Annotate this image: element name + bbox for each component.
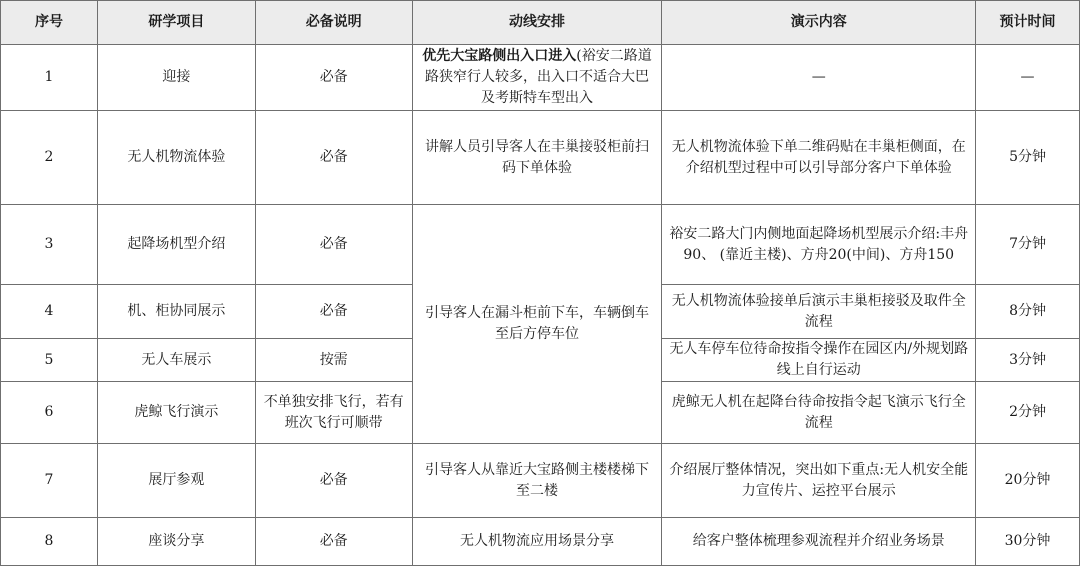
header-row (1, 1, 1080, 45)
cell-demo: 虎鲸无人机在起降台待命按指令起飞演示飞行全流程 (662, 382, 976, 444)
cell-item: 虎鲸飞行演示 (97, 382, 255, 444)
cell-req: 必备 (255, 285, 412, 339)
table-row (1, 205, 1080, 285)
header-route: 动线安排 (412, 1, 662, 45)
cell-req: 按需 (255, 339, 412, 382)
cell-item: 座谈分享 (97, 518, 255, 566)
cell-item: 机、柜协同展示 (97, 285, 255, 339)
cell-no: 6 (1, 382, 98, 444)
route-detail: (裕安二路道路狭窄行人较多，出入口不适合大巴及考斯特车型出入 (425, 48, 652, 106)
table-row (1, 45, 1080, 111)
cell-item: 展厅参观 (97, 444, 255, 518)
cell-demo: 裕安二路大门内侧地面起降场机型展示介绍:丰舟90、 (靠近主楼)、方舟20(中间)、方舟150 (662, 205, 976, 285)
cell-req: 必备 (255, 111, 412, 205)
cell-route: 讲解人员引导客人在丰巢接驳柜前扫码下单体验 (412, 111, 662, 205)
cell-demo: 无人机物流体验接单后演示丰巢柜接驳及取件全流程 (662, 285, 976, 339)
cell-time: 5分钟 (976, 111, 1080, 205)
header-time: 预计时间 (976, 1, 1080, 45)
cell-time: — (976, 45, 1080, 111)
cell-req: 必备 (255, 45, 412, 111)
cell-route (412, 45, 662, 111)
cell-demo: 无人机物流体验下单二维码贴在丰巢柜侧面，在介绍机型过程中可以引导部分客户下单体验 (662, 111, 976, 205)
cell-no: 1 (1, 45, 98, 111)
cell-route: 无人机物流应用场景分享 (412, 518, 662, 566)
table-row (1, 444, 1080, 518)
cell-req: 必备 (255, 518, 412, 566)
cell-route-merged: 引导客人在漏斗柜前下车，车辆倒车至后方停车位 (412, 205, 662, 444)
cell-time: 2分钟 (976, 382, 1080, 444)
cell-no: 4 (1, 285, 98, 339)
cell-item: 迎接 (97, 45, 255, 111)
cell-item: 起降场机型介绍 (97, 205, 255, 285)
cell-item: 无人机物流体验 (97, 111, 255, 205)
header-req: 必备说明 (255, 1, 412, 45)
cell-req: 必备 (255, 205, 412, 285)
cell-demo: — (662, 45, 976, 111)
cell-no: 3 (1, 205, 98, 285)
cell-req: 不单独安排飞行，若有班次飞行可顺带 (255, 382, 412, 444)
route-bold-lead: 优先大宝路侧出入口进入 (422, 48, 577, 64)
header-no: 序号 (1, 1, 98, 45)
cell-time: 8分钟 (976, 285, 1080, 339)
cell-route: 引导客人从靠近大宝路侧主楼楼梯下至二楼 (412, 444, 662, 518)
cell-no: 5 (1, 339, 98, 382)
header-item: 研学项目 (97, 1, 255, 45)
table-row (1, 518, 1080, 566)
cell-time: 20分钟 (976, 444, 1080, 518)
cell-time: 3分钟 (976, 339, 1080, 382)
cell-no: 7 (1, 444, 98, 518)
header-demo: 演示内容 (662, 1, 976, 45)
cell-no: 8 (1, 518, 98, 566)
table-row (1, 111, 1080, 205)
cell-time: 30分钟 (976, 518, 1080, 566)
cell-item: 无人车展示 (97, 339, 255, 382)
cell-req: 必备 (255, 444, 412, 518)
cell-time: 7分钟 (976, 205, 1080, 285)
cell-demo: 给客户整体梳理参观流程并介绍业务场景 (662, 518, 976, 566)
cell-no: 2 (1, 111, 98, 205)
cell-demo: 无人车停车位待命按指令操作在园区内/外规划路线上自行运动 (662, 339, 976, 382)
cell-demo: 介绍展厅整体情况，突出如下重点:无人机安全能力宣传片、运控平台展示 (662, 444, 976, 518)
